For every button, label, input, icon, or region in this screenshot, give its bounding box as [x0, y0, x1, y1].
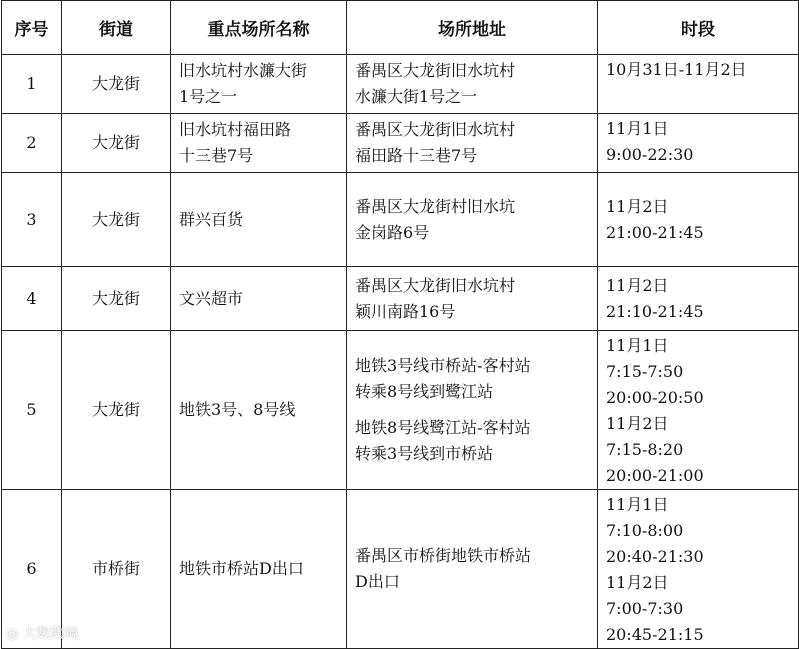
place-name-line: 文兴超市 — [179, 288, 244, 308]
header-cell: 序号 — [2, 1, 62, 55]
address-line: 番禺区大龙街旧水坑村 — [355, 275, 516, 295]
address-line: 番禺区大龙街村旧水坑 — [355, 196, 516, 216]
time-line: 20:00-20:50 — [606, 388, 704, 407]
time-line: 11月1日 — [606, 119, 669, 138]
watermark-logo-icon: ◎ — [6, 626, 23, 642]
address-line: 颖川南路16号 — [355, 301, 456, 321]
row-place-name — [171, 267, 347, 331]
address-line: 番禺区大龙街旧水坑村 — [355, 61, 516, 80]
address-line: 番禺区大龙街旧水坑村 — [355, 120, 516, 139]
row-number: 4 — [2, 267, 62, 331]
row-address — [347, 331, 598, 490]
place-name-line: 旧水坑村福田路 — [179, 120, 292, 139]
row-time — [598, 490, 799, 649]
row-street: 大龙街 — [62, 114, 171, 173]
address-line: 转乘8号线到鹭江站 — [355, 382, 494, 401]
time-line: 11月2日 — [606, 275, 669, 295]
address-line: 水濂大街1号之一 — [355, 87, 478, 106]
header-row — [2, 1, 799, 55]
row-street: 大龙街 — [62, 55, 171, 114]
address-line: D出口 — [355, 572, 400, 591]
address-gap — [355, 405, 593, 415]
row-number: 3 — [2, 173, 62, 267]
row-address — [347, 490, 598, 649]
watermark-text: 大数跨境 — [22, 626, 79, 642]
table-row — [2, 331, 799, 490]
time-line: 11月1日 — [606, 336, 669, 355]
row-place-name — [171, 490, 347, 649]
row-number: 5 — [2, 331, 62, 490]
row-place-name — [171, 114, 347, 173]
row-number: 1 — [2, 55, 62, 114]
address-line: 金岗路6号 — [355, 222, 430, 242]
row-street: 大龙街 — [62, 267, 171, 331]
header-cell: 场所地址 — [347, 1, 598, 55]
time-line: 7:00-7:30 — [606, 599, 684, 618]
place-name-line: 旧水坑村水濂大街 — [179, 61, 308, 80]
header-cell: 街道 — [62, 1, 171, 55]
row-address — [347, 173, 598, 267]
header-cell: 重点场所名称 — [171, 1, 347, 55]
row-time — [598, 114, 799, 173]
row-address — [347, 55, 598, 114]
row-place-name — [171, 173, 347, 267]
table-row — [2, 490, 799, 649]
row-street: 市桥街 — [62, 490, 171, 649]
time-line: 11月2日 — [606, 414, 669, 433]
table-row — [2, 114, 799, 173]
time-line: 11月1日 — [606, 495, 669, 514]
time-line: 21:10-21:45 — [606, 301, 704, 321]
place-name-line: 十三巷7号 — [179, 146, 254, 165]
row-address — [347, 114, 598, 173]
row-street: 大龙街 — [62, 331, 171, 490]
row-time — [598, 55, 799, 114]
address-line: 地铁8号线鹭江站-客村站 — [355, 418, 531, 437]
time-line: 10月31日-11月2日 — [606, 60, 747, 79]
place-name-line: 地铁3号、8号线 — [179, 400, 296, 419]
time-line: 7:15-8:20 — [606, 440, 684, 459]
time-line: 20:40-21:30 — [606, 547, 704, 566]
table-row — [2, 267, 799, 331]
header-cell: 时段 — [598, 1, 799, 55]
address-line: 福田路十三巷7号 — [355, 146, 478, 165]
table-row — [2, 55, 799, 114]
row-street: 大龙街 — [62, 173, 171, 267]
row-time — [598, 331, 799, 490]
time-line: 21:00-21:45 — [606, 222, 704, 242]
row-place-name — [171, 331, 347, 490]
time-line: 7:15-7:50 — [606, 362, 684, 381]
locations-table — [1, 0, 799, 649]
row-time — [598, 173, 799, 267]
time-line: 20:00-21:00 — [606, 466, 704, 485]
address-line: 转乘3号线到市桥站 — [355, 444, 494, 463]
time-line: 7:10-8:00 — [606, 521, 684, 540]
time-line: 20:45-21:15 — [606, 625, 704, 644]
row-place-name — [171, 55, 347, 114]
row-time — [598, 267, 799, 331]
time-line: 9:00-22:30 — [606, 145, 694, 164]
place-name-line: 1号之一 — [179, 87, 238, 106]
time-line: 11月2日 — [606, 573, 669, 592]
row-number: 2 — [2, 114, 62, 173]
row-number: 6 — [2, 490, 62, 649]
time-line: 11月2日 — [606, 196, 669, 216]
address-line: 番禺区市桥街地铁市桥站 — [355, 546, 532, 565]
place-name-line: 群兴百货 — [179, 209, 244, 229]
table-row — [2, 173, 799, 267]
place-name-line: 地铁市桥站D出口 — [179, 559, 304, 578]
watermark — [6, 623, 79, 643]
row-address — [347, 267, 598, 331]
address-line: 地铁3号线市桥站-客村站 — [355, 356, 531, 375]
